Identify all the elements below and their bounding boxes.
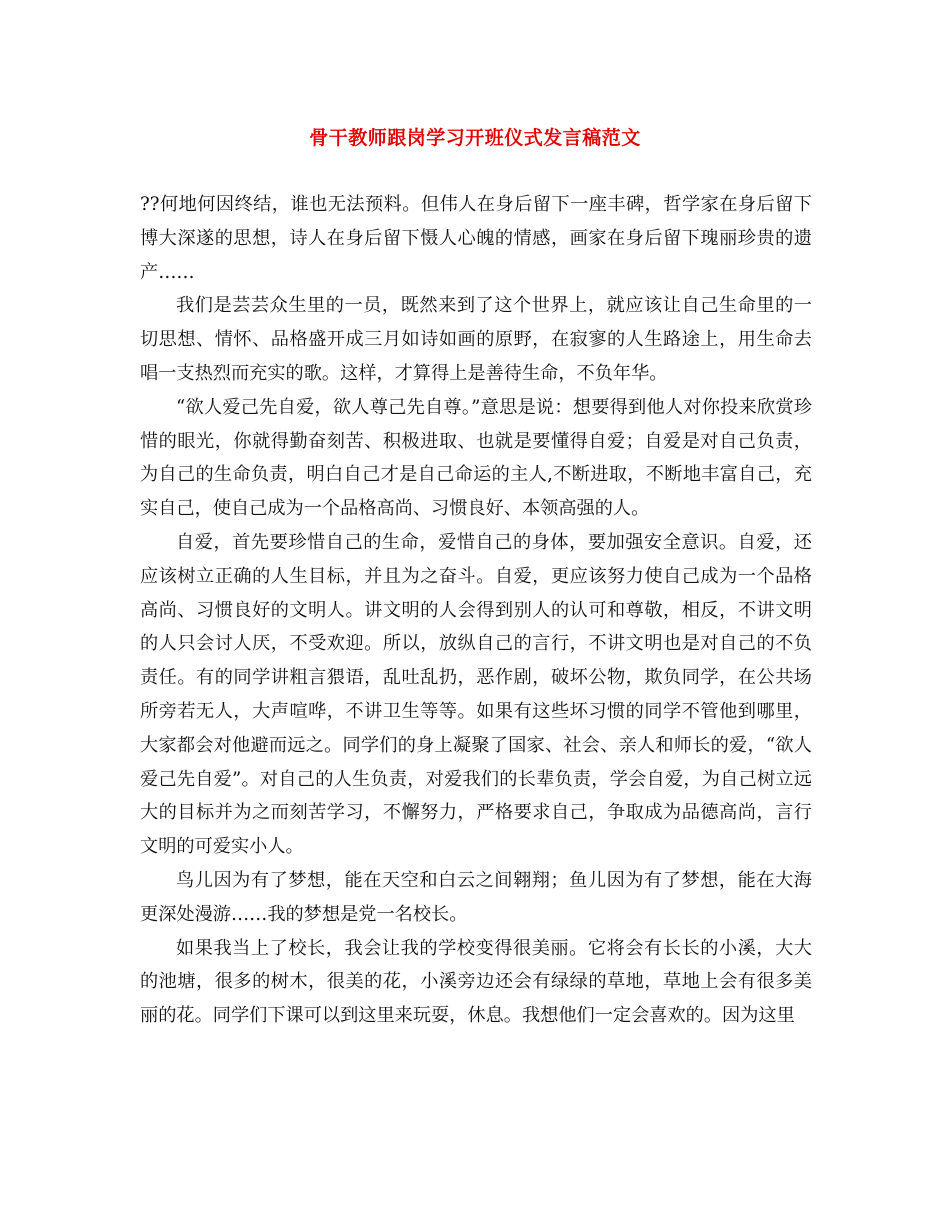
- document-title: 骨干教师跟岗学习开班仪式发言稿范文: [309, 127, 641, 149]
- paragraph: 如果我当上了校长，我会让我的学校变得很美丽。它将会有长长的小溪，大大的池塘，很多的树木，很美的花，小溪旁边还会有绿绿的草地，草地上会有很多美丽的花。同学们下课可以到这里来玩耍，休息。我想他们一定会喜欢的。因为这里: [140, 937, 812, 1027]
- document-body: [140, 188, 812, 1033]
- paragraph: 自爱，首先要珍惜自己的生命，爱惜自己的身体，要加强安全意识。自爱，还应该树立正确的人生目标，并且为之奋斗。自爱，更应该努力使自己成为一个品格高尚、习惯良好的文明人。讲文明的人会得到别人的认可和尊敬，相反，不讲文明的人只会讨人厌，不受欢迎。所以，放纵自己的言行，不讲文明也是对自己的不负责任。有的同学讲粗言猥语，乱吐乱扔，恶作剧，破坏公物，欺负同学，在公共场所旁若无人，大声喧哗，不讲卫生等等。如果有这些坏习惯的同学不管他到哪里，大家都会对他避而远之。同学们的身上凝聚了国家、社会、亲人和师长的爱，“欲人爱己先自爱”。对自己的人生负责，对爱我们的长辈负责，学会自爱，为自己树立远大的目标并为之而刻苦学习，不懈努力，严格要求自己，争取成为品德高尚，言行文明的可爱实小人。: [140, 531, 812, 858]
- paragraph: “欲人爱己先自爱，欲人尊己先自尊。”意思是说：想要得到他人对你投来欣赏珍惜的眼光，你就得勤奋刻苦、积极进取、也就是要懂得自爱；自爱是对自己负责，为自己的生命负责，明白自己才是自己命运的主人,不断进取，不断地丰富自己，充实自己，使自己成为一个品格高尚、习惯良好、本领高强的人。: [140, 396, 812, 520]
- paragraph: ??何地何因终结，谁也无法预料。但伟人在身后留下一座丰碑，哲学家在身后留下博大深遂的思想，诗人在身后留下慑人心魄的情感，画家在身后留下瑰丽珍贵的遗产……: [140, 194, 812, 283]
- paragraph: 我们是芸芸众生里的一员，既然来到了这个世界上，就应该让自己生命里的一切思想、情怀、品格盛开成三月如诗如画的原野，在寂寥的人生路途上，用生命去唱一支热烈而充实的歌。这样，才算得上是善待生命，不负年华。: [140, 295, 812, 384]
- paragraph: 鸟儿因为有了梦想，能在天空和白云之间翱翔；鱼儿因为有了梦想，能在大海更深处漫游……我的梦想是党一名校长。: [140, 869, 812, 925]
